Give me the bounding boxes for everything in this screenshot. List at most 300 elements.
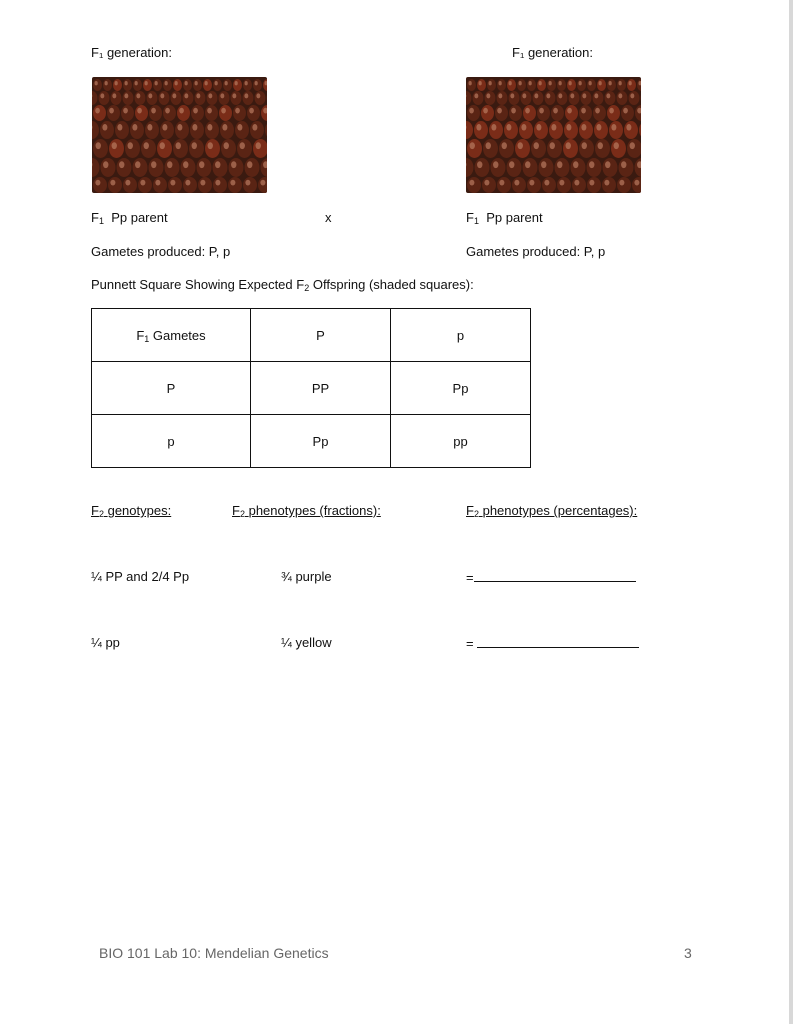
page-number: 3 [684,945,692,961]
corn-kernel [228,177,242,193]
corn-kernel-highlight [558,93,562,98]
punnett-cell: pp [391,415,531,468]
punnett-caption-sub: 2 [304,283,310,293]
corn-kernel-highlight [103,161,108,168]
corn-kernel-highlight [112,93,116,98]
corn-kernel-highlight [244,93,248,98]
corn-kernel [504,121,518,139]
corn-kernel [557,177,571,193]
corn-kernel-highlight [240,142,245,149]
corn-kernel-highlight [148,93,152,98]
punnett-cell: PP [251,362,391,415]
corn-kernel-highlight [486,93,490,98]
corn-kernel-highlight [160,142,165,149]
punnett-row [92,362,531,415]
corn-kernel [255,91,266,105]
corn-kernel [485,91,496,105]
corn-kernel-highlight [529,180,534,186]
corn-kernel-highlight [630,142,635,149]
corn-kernel-highlight [581,124,586,130]
corn-kernel-highlight [536,124,541,130]
corn-kernel [123,91,134,105]
equals-sign: = [466,570,474,585]
corn-kernel [577,79,586,91]
punnett-cell: Pp [251,415,391,468]
right-corn-image [466,77,641,193]
corn-kernel-highlight [579,81,582,85]
corn-kernel [621,105,634,121]
corn-kernel [175,121,189,139]
corn-kernel [624,121,638,139]
corn-kernel [149,105,162,121]
genotype-row-1: ¼ PP and 2/4 Pp [91,569,190,584]
corn-kernel-highlight [486,142,491,149]
punnett-row [92,415,531,468]
right-parent-text: Pp parent [486,210,543,225]
corn-kernel-highlight [567,108,572,114]
corn-kernel [533,91,544,105]
corn-kernel [141,139,156,158]
corn-kernel-highlight [221,108,226,114]
percentage-row-2 [466,635,639,652]
corn-kernel [617,177,631,193]
corn-kernel [595,139,610,158]
corn-kernel [213,158,228,177]
corn-kernel [133,79,142,91]
corn-kernel [103,79,112,91]
corn-kernel [111,91,122,105]
corn-kernel-highlight [582,93,586,98]
corn-kernel-highlight [128,142,133,149]
corn-kernel-highlight [145,81,148,85]
corn-kernel [617,91,628,105]
corn-kernel-highlight [479,81,482,85]
corn-kernel [594,121,608,139]
corn-kernel-highlight [506,124,511,130]
corn-kernel [135,105,148,121]
punnett-square [91,308,531,468]
corn-kernel-highlight [621,161,626,168]
corn-kernel [160,121,174,139]
corn-kernel [93,177,107,193]
corn-kernel [605,91,616,105]
corn-kernel [233,105,246,121]
corn-kernel [607,79,616,91]
corn-kernel-highlight [566,124,571,130]
fractions-header [232,503,381,519]
corn-kernel [497,91,508,105]
genotypes-header [91,503,171,519]
corn-kernel-highlight [609,108,614,114]
corn-kernel [467,79,476,91]
corn-kernel [512,177,526,193]
corn-kernel [507,158,522,177]
corn-kernel-highlight [469,81,472,85]
corn-kernel-highlight [589,81,592,85]
corn-kernel-highlight [132,124,137,130]
corn-kernel [609,121,623,139]
corn-kernel [579,105,592,121]
corn-kernel-highlight [569,81,572,85]
corn-kernel [145,121,159,139]
corn-kernel-highlight [207,124,212,130]
corn-kernel [542,177,556,193]
corn-kernel [165,158,180,177]
equals-sign: = [466,636,478,651]
corn-kernel-highlight [185,81,188,85]
corn-kernel-highlight [160,93,164,98]
percentages-header-text: phenotypes (percentages): [482,503,638,518]
corn-kernel [557,91,568,105]
corn-kernel-highlight [521,124,526,130]
corn-kernel-highlight [140,180,145,186]
corn-kernel-highlight [220,93,224,98]
corn-kernel [527,177,541,193]
corn-kernel [547,139,562,158]
corn-kernel-highlight [208,93,212,98]
corn-kernel [473,91,484,105]
cross-symbol: x [325,210,332,225]
left-corn-svg [92,77,267,193]
corn-kernel-highlight [614,142,619,149]
corn-kernel [247,105,260,121]
corn-kernel-highlight [256,93,260,98]
punnett-col-header: p [391,309,531,362]
corn-kernel-highlight [100,93,104,98]
right-parent-gen-prefix: F [466,210,474,225]
corn-kernel-highlight [618,93,622,98]
corn-kernel-highlight [499,180,504,186]
corn-kernel-highlight [207,108,212,114]
corn-kernel [497,177,511,193]
left-parent-label [91,210,168,226]
corn-kernel-highlight [102,124,107,130]
corn-kernel [220,121,234,139]
corn-kernel [147,91,158,105]
corn-kernel [100,121,114,139]
corn-kernel-highlight [151,161,156,168]
corn-kernel-highlight [630,93,634,98]
corn-kernel-highlight [574,180,579,186]
percentages-header-sub: 2 [473,509,479,519]
corn-kernel [587,177,601,193]
corn-kernel [617,79,626,91]
corn-kernel [213,79,222,91]
corn-kernel-highlight [559,180,564,186]
corn-kernel [93,139,108,158]
corn-kernel [115,121,129,139]
corn-kernel [123,177,137,193]
corn-kernel-highlight [196,93,200,98]
corn-kernel [181,158,196,177]
corn-kernel-highlight [136,93,140,98]
corn-kernel [183,91,194,105]
corner-prefix: F [136,327,145,343]
corn-kernel [229,158,244,177]
corn-kernel [523,158,538,177]
corn-kernel [579,139,594,158]
percentage-row-1 [466,569,636,586]
right-parent-gen-sub: 1 [473,216,479,226]
corn-kernel-highlight [518,142,523,149]
corn-kernel [205,121,219,139]
corn-kernel [515,139,530,158]
corn-kernel-highlight [581,108,586,114]
corn-kernel-highlight [179,108,184,114]
corn-kernel-highlight [205,81,208,85]
corn-kernel-highlight [95,81,98,85]
corn-kernel [549,121,563,139]
corn-kernel-highlight [470,142,475,149]
corn-kernel [171,91,182,105]
corn-kernel-highlight [469,180,474,186]
corn-kernel [557,79,566,91]
corn-kernel-highlight [255,81,258,85]
corn-kernel [168,177,182,193]
corn-kernel-highlight [135,161,140,168]
corn-kernel [157,139,172,158]
corn-kernel [545,91,556,105]
corn-kernel [534,121,548,139]
corn-kernel-highlight [498,93,502,98]
corn-kernel [519,121,533,139]
corn-kernel [243,79,252,91]
corn-kernel [567,79,576,91]
corn-kernel-highlight [172,93,176,98]
percentage-blank-1[interactable] [474,569,636,582]
corn-kernel [253,79,262,91]
corn-kernel [213,177,227,193]
corn-kernel [153,177,167,193]
corn-kernel-highlight [230,180,235,186]
corn-kernel [113,79,122,91]
corn-kernel-highlight [596,124,601,130]
corn-kernel [173,79,182,91]
corn-kernel-highlight [529,81,532,85]
corn-kernel-highlight [539,81,542,85]
corn-kernel-highlight [151,108,156,114]
corn-kernel [564,121,578,139]
corn-kernel-highlight [605,161,610,168]
corn-kernel [195,91,206,105]
corn-kernel [143,79,152,91]
corn-kernel [467,105,480,121]
corn-kernel [207,91,218,105]
corn-kernel-highlight [112,142,117,149]
corn-kernel [467,177,481,193]
corn-kernel-highlight [96,142,101,149]
corn-kernel-highlight [491,124,496,130]
corn-kernel-highlight [539,108,544,114]
corn-kernel-highlight [573,161,578,168]
corn-kernel [138,177,152,193]
corn-kernel [109,139,124,158]
corn-kernel-highlight [510,93,514,98]
punnett-corner-cell [92,309,251,362]
corn-kernel-highlight [483,108,488,114]
corn-kernel [563,139,578,158]
corn-kernel [487,79,496,91]
punnett-caption-pre: Punnett Square Showing Expected F [91,277,305,292]
corn-kernel [495,105,508,121]
corn-kernel-highlight [619,81,622,85]
corn-kernel [587,158,602,177]
corn-kernel-highlight [222,124,227,130]
corn-kernel-highlight [476,124,481,130]
corn-kernel [107,105,120,121]
corn-kernel [467,139,482,158]
corn-kernel-highlight [117,124,122,130]
corn-kernel-highlight [193,108,198,114]
corn-kernel-highlight [534,142,539,149]
genotypes-header-sub: 2 [98,509,104,519]
corn-kernel [250,121,264,139]
corn-kernel [537,79,546,91]
corn-kernel-highlight [235,81,238,85]
corn-kernel-highlight [557,161,562,168]
corn-kernel [579,121,593,139]
punnett-header-row [92,309,531,362]
corn-kernel-highlight [224,142,229,149]
corn-kernel [597,79,606,91]
corn-kernel [243,91,254,105]
corn-kernel-highlight [589,161,594,168]
corn-kernel [125,139,140,158]
corn-kernel-highlight [619,180,624,186]
corn-kernel-highlight [235,108,240,114]
fraction-row-2: ¼ yellow [281,635,332,650]
corn-kernel-highlight [551,124,556,130]
corn-kernel-highlight [550,142,555,149]
corn-kernel [571,158,586,177]
corn-kernel-highlight [225,81,228,85]
corn-kernel [627,79,636,91]
corn-kernel [477,79,486,91]
corn-kernel-highlight [185,180,190,186]
left-parent-text: Pp parent [111,210,168,225]
corn-kernel-highlight [245,81,248,85]
corn-kernel [507,79,516,91]
corn-kernel [93,79,102,91]
corn-kernel-highlight [176,142,181,149]
corn-kernel [593,91,604,105]
left-generation-heading: F₁ generation: [91,45,172,60]
corn-kernel [183,79,192,91]
fractions-header-sub: 2 [239,509,245,519]
corn-kernel [243,177,257,193]
corner-sub: 1 [144,333,150,344]
corn-kernel-highlight [144,142,149,149]
corn-kernel [183,177,197,193]
percentages-header-prefix: F [466,503,474,518]
corn-kernel-highlight [566,142,571,149]
corn-kernel-highlight [553,108,558,114]
corn-kernel-highlight [604,180,609,186]
corn-kernel-highlight [245,180,250,186]
corn-kernel-highlight [534,93,538,98]
corn-kernel [99,91,110,105]
corn-kernel-highlight [192,124,197,130]
corn-kernel [193,79,202,91]
corn-kernel-highlight [559,81,562,85]
corn-kernel [527,79,536,91]
left-parent-gen-sub: 1 [98,216,104,226]
genotypes-header-prefix: F [91,503,99,518]
corn-kernel-highlight [195,81,198,85]
corn-kernel-highlight [115,81,118,85]
corn-kernel-highlight [497,108,502,114]
corn-kernel-highlight [208,142,213,149]
corn-kernel [497,79,506,91]
corn-kernel [619,158,634,177]
left-parent-gen-prefix: F [91,210,99,225]
corn-kernel-highlight [469,108,474,114]
corn-kernel [245,158,260,177]
corn-kernel [523,105,536,121]
corn-kernel [569,91,580,105]
corn-kernel-highlight [256,142,261,149]
corn-kernel [481,105,494,121]
corn-kernel-highlight [629,81,632,85]
corn-kernel [537,105,550,121]
corn-kernel [531,139,546,158]
punnett-row-header: p [92,415,251,468]
corn-kernel-highlight [177,124,182,130]
corn-kernel-highlight [525,161,530,168]
corn-kernel-highlight [200,180,205,186]
corn-kernel-highlight [609,81,612,85]
corn-kernel [149,158,164,177]
percentage-blank-2[interactable] [477,635,639,648]
corn-kernel [133,158,148,177]
corn-kernel-highlight [183,161,188,168]
right-gametes: Gametes produced: P, p [466,244,606,259]
corn-kernel-highlight [611,124,616,130]
corn-kernel-highlight [124,93,128,98]
fraction-row-1: ¾ purple [281,569,332,584]
corn-kernel [130,121,144,139]
footer-title: BIO 101 Lab 10: Mendelian Genetics [99,945,329,961]
corn-kernel [237,139,252,158]
punnett-row-header: P [92,362,251,415]
corn-kernel [205,139,220,158]
corn-kernel-highlight [623,108,628,114]
corn-kernel-highlight [135,81,138,85]
corn-kernel [551,105,564,121]
corn-kernel-highlight [199,161,204,168]
corn-kernel [159,91,170,105]
left-gametes: Gametes produced: P, p [91,244,231,259]
corn-kernel [521,91,532,105]
genotype-row-2: ¼ pp [91,635,120,650]
corn-kernel [483,139,498,158]
right-corn-svg [466,77,641,193]
corn-kernel-highlight [525,108,530,114]
corn-kernel [565,105,578,121]
corn-kernel-highlight [184,93,188,98]
corn-kernel [231,91,242,105]
fractions-header-prefix: F [232,503,240,518]
punnett-cell: Pp [391,362,531,415]
corn-kernel [581,91,592,105]
corn-kernel [235,121,249,139]
corn-kernel [177,105,190,121]
corn-kernel-highlight [544,180,549,186]
corn-kernel [121,105,134,121]
corn-kernel [547,79,556,91]
corn-kernel [191,105,204,121]
corn-kernel [489,121,503,139]
